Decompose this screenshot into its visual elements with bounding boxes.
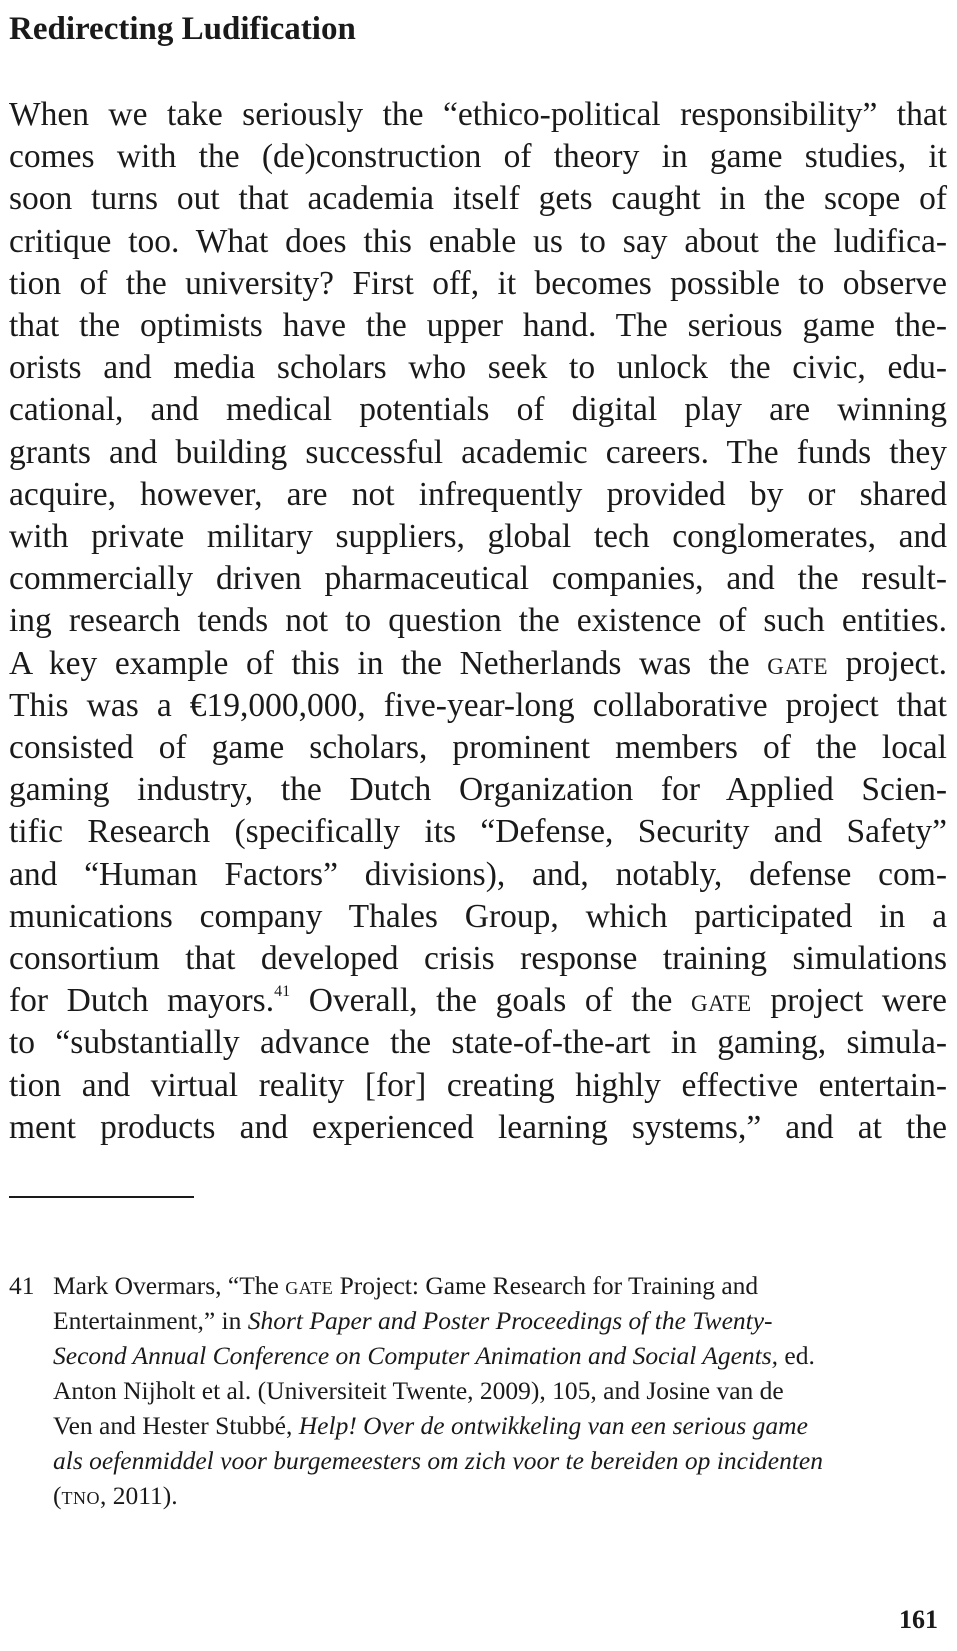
text-line: gaming industry, the Dutch Organization for Applied Scien- xyxy=(9,771,947,809)
text-line: munications company Thales Group, which participated in a xyxy=(9,897,947,935)
footnote-line xyxy=(53,1303,943,1338)
text-line: orists and media scholars who seek to unlock the civic, edu- xyxy=(9,349,947,387)
text-line: comes with the (de)construction of theory in game studies, it xyxy=(9,138,947,176)
text-segment: Ven and Hester Stubbé, xyxy=(53,1411,293,1440)
text-segment: A key example of this in the Netherlands was the xyxy=(9,644,750,682)
body-paragraph xyxy=(9,94,947,1149)
text-segment: Project: Game Research for Training and xyxy=(339,1271,759,1300)
text-line: commercially driven pharmaceutical companies, and the result- xyxy=(9,560,947,598)
text-line xyxy=(9,643,947,685)
footnote-line xyxy=(53,1443,943,1478)
text-line: cational, and medical potentials of digital play are winning xyxy=(9,391,947,429)
italic-title: Short Paper and Poster Proceedings of the Twenty- xyxy=(247,1306,773,1335)
italic-title: Help! Over de ontwikkeling van een serious game xyxy=(298,1411,808,1440)
small-caps-acronym: gate xyxy=(285,1271,334,1300)
text-line xyxy=(9,980,947,1022)
text-line: consortium that developed crisis response training simulations xyxy=(9,940,947,978)
text-segment: Overall, the goals of the xyxy=(308,982,673,1020)
text-segment: Mark Overmars, “The xyxy=(53,1271,279,1300)
text-line: that the optimists have the upper hand. The serious game the- xyxy=(9,307,947,345)
small-caps-acronym: gate xyxy=(767,644,829,682)
text-line: ment products and experienced learning systems,” and at the xyxy=(9,1108,947,1146)
text-line: This was a €19,000,000, five-year-long collaborative project that xyxy=(9,686,947,724)
text-segment: ed. xyxy=(784,1341,815,1370)
text-segment: for Dutch mayors. xyxy=(9,982,275,1020)
text-line: to “substantially advance the state-of-the-art in gaming, simula- xyxy=(9,1024,947,1062)
footnote-number: 41 xyxy=(9,1271,35,1300)
text-segment: ( xyxy=(53,1481,62,1510)
footnote-reference[interactable]: 41 xyxy=(274,983,291,1001)
text-line: When we take seriously the “ethico-political responsibility” that xyxy=(9,96,947,133)
footnote-line xyxy=(53,1338,943,1373)
text-line: critique too. What does this enable us to say about the ludifica- xyxy=(9,222,947,260)
text-segment: Entertainment,” in xyxy=(53,1306,242,1335)
text-segment: project. xyxy=(845,644,948,682)
footnote-line xyxy=(53,1408,943,1443)
italic-title: Second Annual Conference on Computer Animation and Social Agents, xyxy=(53,1341,779,1370)
section-heading: Redirecting Ludification xyxy=(9,11,356,47)
page-number: 161 xyxy=(899,1605,938,1634)
italic-title: als oefenmiddel voor burgemeesters om zich voor te bereiden op incidenten xyxy=(53,1446,824,1475)
text-line: soon turns out that academia itself gets caught in the scope of xyxy=(9,180,947,218)
text-segment: project were xyxy=(770,982,948,1020)
text-line: acquire, however, are not infrequently provided by or shared xyxy=(9,475,947,513)
text-line: ing research tends not to question the existence of such entities. xyxy=(9,602,947,640)
footnote-text xyxy=(53,1268,943,1513)
text-line: tific Research (specifically its “Defense, Security and Safety” xyxy=(9,813,947,851)
footnote-line xyxy=(53,1478,943,1513)
text-line: consisted of game scholars, prominent members of the local xyxy=(9,729,947,767)
footnote-line: Anton Nijholt et al. (Universiteit Twente, 2009), 105, and Josine van de xyxy=(53,1376,784,1405)
text-line: tion of the university? First off, it becomes possible to observe xyxy=(9,264,947,302)
text-line: tion and virtual reality [for] creating highly effective entertain- xyxy=(9,1066,947,1104)
text-line: with private military suppliers, global tech conglomerates, and xyxy=(9,518,947,556)
footnote-divider xyxy=(9,1196,194,1198)
small-caps-acronym: tno xyxy=(61,1481,100,1510)
text-segment: , 2011). xyxy=(100,1481,178,1510)
footnote-line xyxy=(53,1268,943,1303)
text-line: grants and building successful academic careers. The funds they xyxy=(9,433,947,471)
text-line: and “Human Factors” divisions), and, notably, defense com- xyxy=(9,855,947,893)
small-caps-acronym: gate xyxy=(690,982,752,1020)
